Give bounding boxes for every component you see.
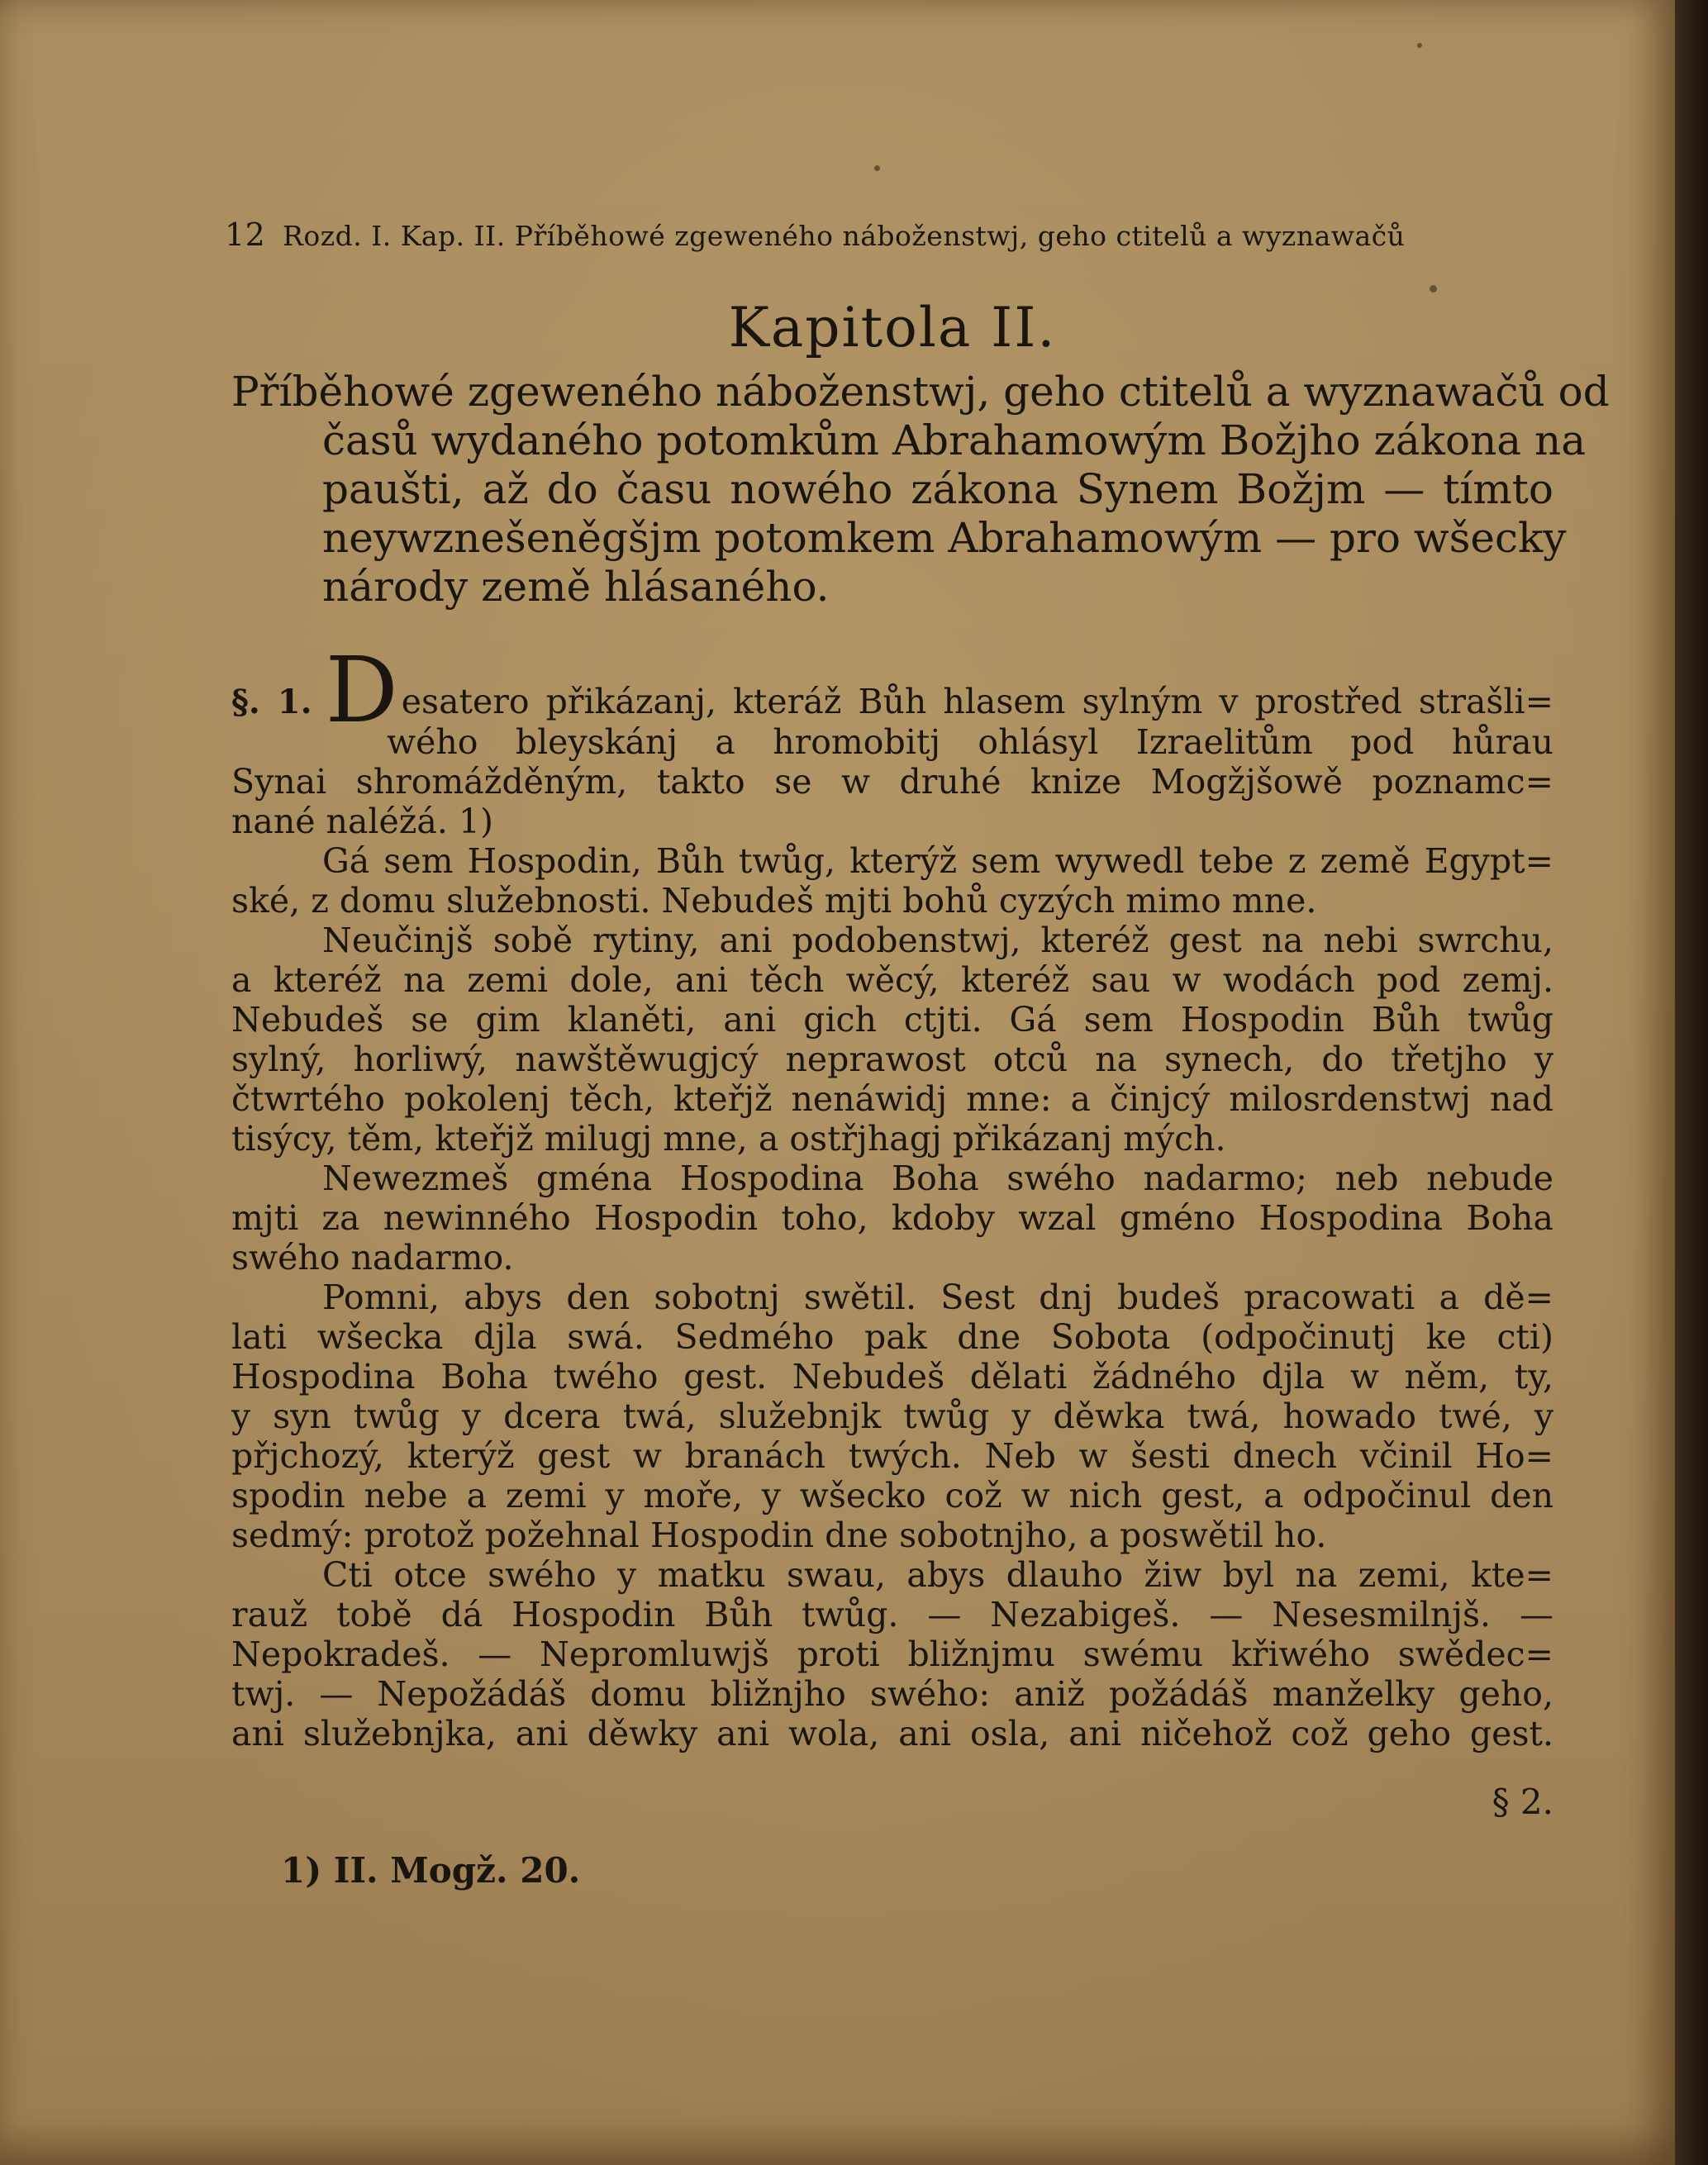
paragraph-line: Gá sem Hospodin, Bůh twůg, kterýž sem wywedl tebe z země Egypt= — [322, 841, 1553, 881]
paragraph-line: Pomni, abys den sobotnj swětil. Sest dnj budeš pracowati a dě= — [322, 1278, 1553, 1317]
paragraph-line: wého bleyskánj a hromobitj ohlásyl Izraelitům pod hůrau — [387, 722, 1553, 762]
section-mark: §. 1. — [231, 683, 312, 721]
summary-line: neywznešeněgšjm potomkem Abrahamowým — pro wšecky — [322, 514, 1567, 562]
paragraph-line: Cti otce swého y matku swau, abys dlauho žiw byl na zemi, kte= — [322, 1555, 1553, 1595]
catchword: § 2. — [1492, 1782, 1553, 1822]
paragraph-line: Nebudeš se gim klaněti, ani gich ctjti. Gá sem Hospodin Bůh twůg — [231, 1000, 1553, 1040]
paragraph-line: twj. — Nepožádáš domu bližnjho swého: aniž požádáš manželky geho, — [231, 1674, 1553, 1714]
paragraph-line: ani služebnjka, ani děwky ani wola, ani osla, ani ničehož což geho gest. — [231, 1714, 1553, 1753]
summary-line: časů wydaného potomkům Abrahamowým Božjho zákona na — [322, 416, 1587, 464]
commandment-4 — [231, 1278, 1553, 1555]
commandment-2 — [231, 921, 1553, 1159]
summary-line: paušti, až do času nowého zákona Synem Božjm — tímto — [322, 465, 1553, 513]
paragraph-line: rauž tobě dá Hospodin Bůh twůg. — Nezabigeš. — Nesesmilnjš. — — [231, 1595, 1553, 1634]
paragraph-line: ské, z domu služebnosti. Nebudeš mjti bohů cyzých mimo mne. — [231, 881, 1317, 921]
paragraph-line: esatero přikázanj, kteráž Bůh hlasem sylným v prostřed strašli= — [401, 682, 1554, 721]
paragraph-line: mjti za newinného Hospodin toho, kdoby wzal gméno Hospodina Boha — [231, 1198, 1553, 1238]
chapter-summary — [231, 368, 1610, 611]
page-number: 12 — [225, 216, 266, 253]
paragraph-line: nané naléžá. 1) — [231, 802, 493, 841]
binding-edge — [1675, 0, 1708, 2165]
paragraph-line: swého nadarmo. — [231, 1238, 514, 1278]
commandment-3 — [231, 1159, 1553, 1278]
paragraph-line: Synai shromážděným, takto se w druhé knize Mogžjšowě poznamc= — [231, 762, 1553, 802]
drop-cap: D — [325, 637, 398, 743]
section-1-paragraph — [231, 637, 1554, 841]
ink-speck — [874, 165, 880, 171]
paragraph-line: Neučinjš sobě rytiny, ani podobenstwj, kteréž gest na nebi swrchu, — [322, 921, 1553, 960]
paragraph-line: y syn twůg y dcera twá, služebnjk twůg y děwka twá, howado twé, y — [231, 1397, 1553, 1436]
footnote: 1) II. Mogž. 20. — [281, 1850, 581, 1891]
paragraph-line: lati wšecka djla swá. Sedmého pak dne Sobota (odpočinutj ke cti) — [231, 1317, 1553, 1357]
running-head — [225, 216, 1553, 253]
paragraph-line: čtwrtého pokolenj těch, kteřjž nenáwidj mne: a činjcý milosrdenstwj nad — [231, 1079, 1553, 1119]
page-text — [225, 216, 1610, 1891]
paragraph-line: přjchozý, kterýž gest w branách twých. Neb w šesti dnech včinil Ho= — [231, 1436, 1553, 1476]
paragraph-line: spodin nebe a zemi y moře, y wšecko což w nich gest, a odpočinul den — [231, 1476, 1553, 1516]
commandment-1 — [231, 841, 1553, 921]
running-head-text: Rozd. I. Kap. II. Příběhowé zgeweného náboženstwj, geho ctitelů a wyznawačů — [283, 220, 1406, 252]
summary-line: Příběhowé zgeweného náboženstwj, geho ctitelů a wyznawačů od — [231, 368, 1610, 416]
paragraph-line: sylný, horliwý, nawštěwugjcý neprawost otců na synech, do třetjho y — [231, 1040, 1553, 1079]
ink-speck — [1417, 43, 1422, 48]
paragraph-line: Newezmeš gména Hospodina Boha swého nadarmo; neb nebude — [322, 1159, 1553, 1198]
paragraph-line: tisýcy, těm, kteřjž milugj mne, a ostřjhagj přikázanj mých. — [231, 1119, 1226, 1159]
commandments-5-10 — [231, 1555, 1553, 1753]
paragraph-line: Hospodina Boha twého gest. Nebudeš dělati žádného djla w něm, ty, — [231, 1357, 1553, 1397]
summary-line: národy země hlásaného. — [322, 563, 830, 611]
paragraph-line: a kteréž na zemi dole, ani těch wěcý, kteréž sau w wodách pod zemj. — [231, 960, 1553, 1000]
paragraph-line: Nepokradeš. — Nepromluwjš proti bližnjmu swému křiwého swědec= — [231, 1634, 1553, 1674]
chapter-title: Kapitola II. — [728, 296, 1057, 359]
paragraph-line: sedmý: protož požehnal Hospodin dne sobotnjho, a poswětil ho. — [231, 1516, 1327, 1555]
